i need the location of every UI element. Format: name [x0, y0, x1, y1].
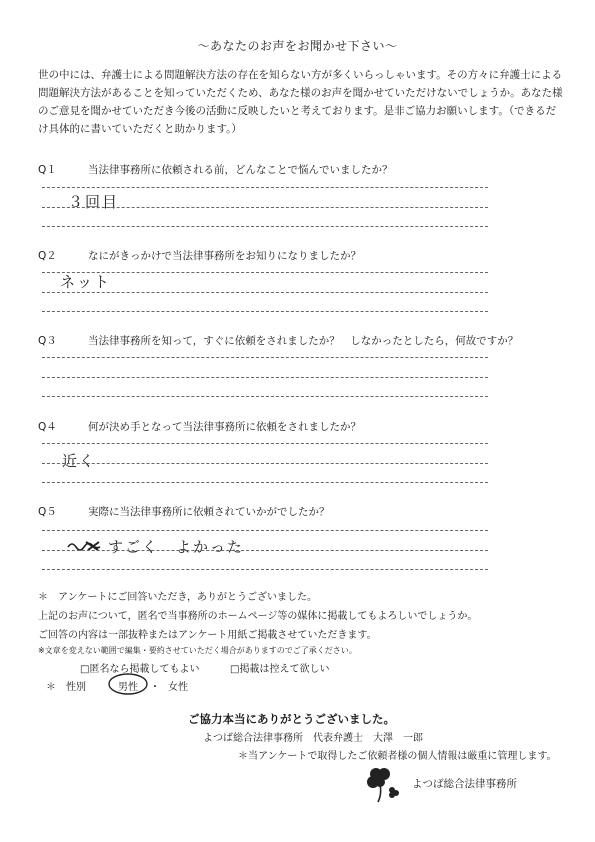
answer-line [42, 357, 488, 358]
answer-line [42, 530, 488, 531]
question-text: 実際に当法律事務所に依頼されていかがでしたか？ [88, 506, 330, 518]
edit-note: ※文章を変えない範囲で編集・要約させていただく場合がありますのでご了承ください。 [38, 646, 357, 655]
intro-text: 世の中には、弁護士による問題解決方法の存在を知らない方が多くいらっしゃいます。その方々に弁護士による問題解決方法があることを知っていただくため、あなた様のお声を聞かせていただけないでしょうか。あなた様のご意見を聞かせていただき今後の活動に反映したいと考えております。是非ご協力お願いします。（できるだけ具体的に書いていただくと助かります。） [38, 69, 563, 135]
question-text: 当法律事務所を知って，すぐに依頼をされましたか？ しなかったとしたら，何故ですか？ [88, 335, 519, 347]
question-number: Q１ [38, 164, 57, 176]
gender-label: ＊ 性別 [46, 682, 86, 693]
closing-message: ご協力本当にありがとうございました。 [188, 712, 395, 726]
answer-line [42, 187, 488, 188]
handwritten-answer: すごく よかった [108, 538, 245, 556]
answer-line [42, 226, 488, 227]
answer-line [42, 463, 488, 464]
answer-line [42, 569, 488, 570]
handwritten-answer: 近く [62, 452, 97, 470]
gender-female[interactable]: 女性 [168, 682, 188, 693]
option-decline[interactable]: □掲載は控えて欲しい [230, 664, 330, 675]
answer-line [42, 396, 488, 397]
handwritten-answer: ３回目 [68, 193, 120, 211]
answer-line [42, 311, 488, 312]
option-anonymous[interactable]: □匿名なら掲載してもよい [80, 664, 200, 675]
question-number: Q２ [38, 250, 57, 262]
office-line: よつば総合法律事務所 代表弁護士 大澤 一郎 [203, 733, 423, 744]
answer-line [42, 207, 488, 208]
thanks-note: ＊ アンケートにご回答いただき，ありがとうございました。 [38, 592, 317, 603]
answer-line [42, 550, 488, 551]
answer-line [42, 482, 488, 483]
answer-line [42, 272, 488, 273]
answer-line [42, 377, 488, 378]
answer-line [42, 292, 488, 293]
question-number: Q３ [38, 335, 57, 347]
handwritten-answer: ネット [60, 273, 112, 291]
question-text: なにがきっかけで当法律事務所をお知りになりましたか？ [88, 250, 361, 262]
question-number: Q５ [38, 506, 57, 518]
question-text: 当法律事務所に依頼される前，どんなことで悩んでいましたか？ [88, 164, 393, 176]
privacy-note: ＊当アンケートで取得したご依頼者様の個人情報は厳重に管理します。 [238, 751, 557, 762]
clover-icon [360, 762, 402, 804]
gender-separator: ・ [150, 682, 160, 693]
excerpt-note: ご回答の内容は一部抜粋またはアンケート用紙ご掲載させていただきます。 [38, 630, 377, 641]
answer-line [42, 443, 488, 444]
firm-name: よつば総合法律事務所 [412, 778, 517, 790]
page-title: ～あなたのお声をお聞かせ下さい～ [197, 39, 398, 53]
question-text: 何が決め手となって当法律事務所に依頼をされましたか？ [88, 421, 361, 433]
permission-question: 上記のお声について，匿名で当事務所のホームページ等の媒体に掲載してもよろしいでしょうか。 [38, 611, 478, 622]
question-number: Q４ [38, 421, 57, 433]
gender-male[interactable]: 男性 [118, 682, 138, 693]
circle-mark [106, 671, 150, 697]
